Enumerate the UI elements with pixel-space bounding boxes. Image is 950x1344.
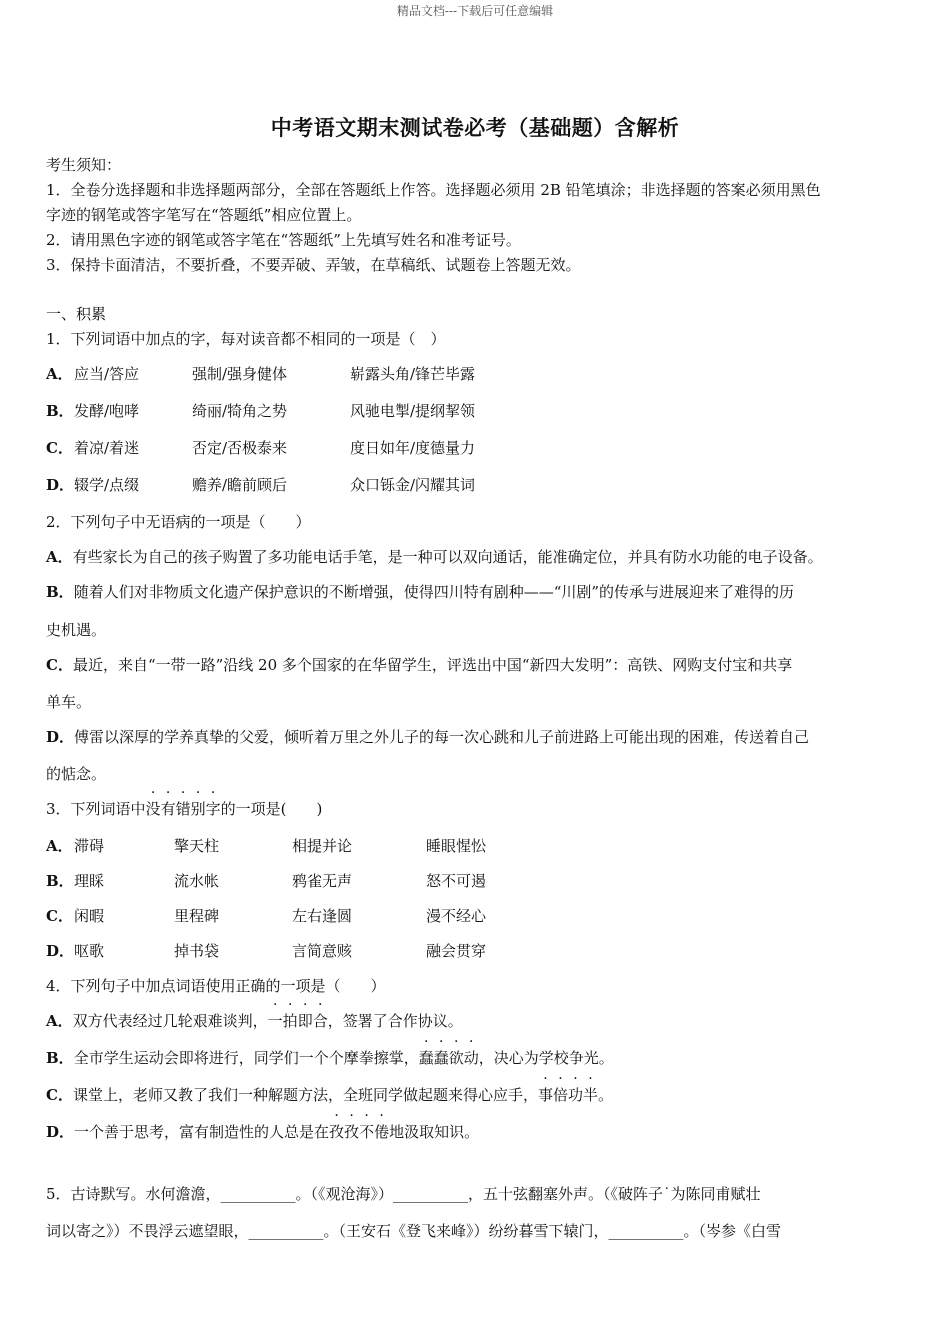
emphasis-char: 功 — [568, 1086, 584, 1104]
q1-a-word1: 应当/答应 — [74, 365, 140, 383]
q3-option-word: 怒不可遏 — [426, 872, 487, 890]
emphasis-char: 蠢 — [418, 1049, 434, 1067]
q3-option-word: 里程碑 — [174, 907, 220, 925]
q3-stem-dotted — [146, 800, 221, 818]
emphasis-char: 有 — [160, 800, 176, 818]
q2-c-text-1: 最近，来自“一带一路”沿线 20 多个国家的在华留学生，评选出中国“新四大发明”：高铁、网购支付宝和共享 — [72, 656, 793, 674]
emphasis-char: 不 — [359, 1123, 375, 1141]
emphasis-char: 倦 — [374, 1123, 390, 1141]
section-heading: 一、积累 — [46, 305, 107, 323]
q1-b-word3: 风驰电掣/提纲挈领 — [350, 402, 476, 420]
q1-d-word3: 众口铄金/闪耀其词 — [350, 476, 476, 494]
notice-line-3: 3．保持卡面清洁，不要折叠，不要弄破、弄皱，在草稿纸、试题卷上答题无效。 — [46, 256, 581, 274]
emphasis-char: 即 — [297, 1012, 313, 1030]
q3-option-word: 睡眼惺忪 — [426, 837, 487, 855]
notice-line-1a: 1．全卷分选择题和非选择题两部分，全部在答题纸上作答。选择题必须用 2B 铅笔填涂；非选择题的答案必须用黑色 — [46, 181, 821, 199]
q3-option-word: 闲暇 — [74, 907, 105, 925]
q1-c-word2: 否定/否极泰来 — [192, 439, 288, 457]
emphasis-char: 半 — [583, 1086, 599, 1104]
emphasis-char: 字 — [205, 800, 221, 818]
q3-option-label: B． — [46, 872, 74, 890]
emphasis-char: 孜 — [344, 1123, 360, 1141]
q1-c-label: C． — [46, 439, 73, 457]
q3-option-label: D． — [46, 942, 75, 960]
emphasis-char: 倍 — [552, 1086, 568, 1104]
q3-stem — [46, 798, 322, 819]
notice-line-2: 2．请用黑色字迹的钢笔或答字笔在“答题纸”上先填写姓名和准考证号。 — [46, 231, 521, 249]
emphasis-char: 一 — [267, 1012, 283, 1030]
q4-b-post: ，决心为学校争光。 — [478, 1049, 614, 1067]
q4-b-pre: 全市学生运动会即将进行，同学们一个个摩拳擦掌， — [73, 1049, 419, 1067]
q3-option-word: 相提并论 — [292, 837, 353, 855]
q4-a-post: ，签署了合作协议。 — [327, 1012, 463, 1030]
q4-a-pre: 双方代表经过几轮艰难谈判， — [72, 1012, 268, 1030]
q4-c-post: 。 — [598, 1086, 614, 1104]
q3-stem-post: 的一项是( ) — [220, 800, 323, 818]
q2-option-c: C．最近，来自“一带一路”沿线 20 多个国家的在华留学生，评选出中国“新四大发明”：高铁、网购支付宝和共享 — [46, 656, 793, 674]
q3-option-word: 言简意赅 — [292, 942, 353, 960]
q1-b-word2: 绮丽/犄角之势 — [192, 402, 288, 420]
q1-d-word1: 辍学/点缀 — [74, 476, 140, 494]
q2-option-b: B．随着人们对非物质文化遗产保护意识的不断增强，使得四川特有剧种——“川剧”的传承与进展迎来了难得的历 — [46, 583, 795, 601]
q3-option-word: 滞碍 — [74, 837, 105, 855]
q1-a-label: A． — [46, 365, 73, 383]
q5-line-1: 5．古诗默写。水何澹澹，__________。（《观沧海》）__________，五十弦翻塞外声。（《破阵子˙为陈同甫赋壮 — [46, 1185, 761, 1203]
q3-stem-pre: 3．下列词语中 — [46, 800, 146, 818]
q1-c-word3: 度日如年/度德量力 — [350, 439, 476, 457]
q4-option-d: D．一个善于思考，富有制造性的人总是在孜孜不倦地汲取知识。 — [46, 1123, 480, 1141]
q3-option-word: 左右逢圆 — [292, 907, 353, 925]
q3-option-word: 呕歌 — [74, 942, 105, 960]
q2-b-text-2: 史机遇。 — [46, 621, 107, 639]
notice-heading: 考生须知： — [46, 156, 122, 174]
q1-a-word3: 崭露头角/锋芒毕露 — [350, 365, 476, 383]
q2-d-text-1: 傅雷以深厚的学养真挚的父爱，倾听着万里之外儿子的每一次心跳和儿子前进路上可能出现的困难，传送着自己 — [74, 728, 810, 746]
page-title: 中考语文期末测试卷必考（基础题）含解析 — [270, 115, 680, 140]
emphasis-char: 事 — [537, 1086, 553, 1104]
q1-c-word1: 着凉/着迷 — [74, 439, 140, 457]
q4-stem: 4．下列句子中加点词语使用正确的一项是（ ） — [46, 977, 386, 995]
q2-a-text: 有些家长为自己的孩子购置了多功能电话手笔，是一种可以双向通话，能准确定位，并具有防水功能的电子设备。 — [72, 548, 823, 566]
page-header: 精品文档---下载后可任意编辑 — [396, 4, 554, 18]
emphasis-char: 动 — [463, 1049, 479, 1067]
q1-d-label: D． — [46, 476, 75, 494]
q4-option-c: C．课堂上，老师又教了我们一种解题方法，全班同学做起题来得心应手，事倍功半。 — [46, 1086, 614, 1104]
q3-option-label: C． — [46, 907, 73, 925]
q3-option-word: 漫不经心 — [426, 907, 487, 925]
q2-option-d: D．傅雷以深厚的学养真挚的父爱，倾听着万里之外儿子的每一次心跳和儿子前进路上可能出现的困难，传送着自己 — [46, 728, 810, 746]
q4-d-post: 地汲取知识。 — [389, 1123, 480, 1141]
q4-d-pre: 一个善于思考，富有制造性的人总是在 — [74, 1123, 330, 1141]
q4-option-a: A．双方代表经过几轮艰难谈判，一拍即合，签署了合作协议。 — [46, 1012, 463, 1030]
q4-d-dotted — [329, 1123, 389, 1141]
q5-line-2: 词以寄之》）不畏浮云遮望眼，__________。（王安石《登飞来峰》）纷纷暮雪下辕门，__________。（岑参《白雪 — [46, 1222, 782, 1240]
q2-b-text-1: 随着人们对非物质文化遗产保护意识的不断增强，使得四川特有剧种——“川剧”的传承与进展迎来了难得的历 — [73, 583, 795, 601]
q2-stem: 2．下列句子中无语病的一项是（ ） — [46, 513, 311, 531]
emphasis-char: 拍 — [282, 1012, 298, 1030]
q3-option-word: 流水帐 — [174, 872, 220, 890]
q1-stem: 1．下列词语中加点的字，每对读音都不相同的一项是（ ） — [46, 330, 446, 348]
q2-option-a: A．有些家长为自己的孩子购置了多功能电话手笔，是一种可以双向通话，能准确定位，并具有防水功能的电子设备。 — [46, 548, 823, 566]
q4-b-dotted — [419, 1049, 479, 1067]
q3-option-word: 理睬 — [74, 872, 105, 890]
q4-option-b: B．全市学生运动会即将进行，同学们一个个摩拳擦掌，蠢蠢欲动，决心为学校争光。 — [46, 1049, 614, 1067]
q1-b-word1: 发酵/咆哮 — [74, 402, 140, 420]
q3-option-word: 鸦雀无声 — [292, 872, 353, 890]
q1-b-label: B． — [46, 402, 74, 420]
q1-a-word2: 强制/强身健体 — [192, 365, 288, 383]
q3-option-word: 融会贯穿 — [426, 942, 487, 960]
emphasis-char: 欲 — [448, 1049, 464, 1067]
q3-option-label: A． — [46, 837, 73, 855]
emphasis-char: 别 — [190, 800, 206, 818]
emphasis-char: 孜 — [329, 1123, 345, 1141]
q4-c-pre: 课堂上，老师又教了我们一种解题方法，全班同学做起题来得心应手， — [72, 1086, 538, 1104]
q3-option-word: 擎天柱 — [174, 837, 220, 855]
notice-line-1b: 字迹的钢笔或答字笔写在“答题纸”相应位置上。 — [46, 206, 362, 224]
emphasis-char: 错 — [175, 800, 191, 818]
q1-d-word2: 赡养/瞻前顾后 — [192, 476, 288, 494]
q3-option-word: 掉书袋 — [174, 942, 220, 960]
q4-c-dotted — [538, 1086, 598, 1104]
emphasis-char: 合 — [312, 1012, 328, 1030]
emphasis-char: 没 — [145, 800, 161, 818]
q2-c-text-2: 单车。 — [46, 693, 92, 711]
q2-d-text-2: 的惦念。 — [46, 765, 107, 783]
emphasis-char: 蠢 — [433, 1049, 449, 1067]
q4-a-dotted — [268, 1012, 328, 1030]
